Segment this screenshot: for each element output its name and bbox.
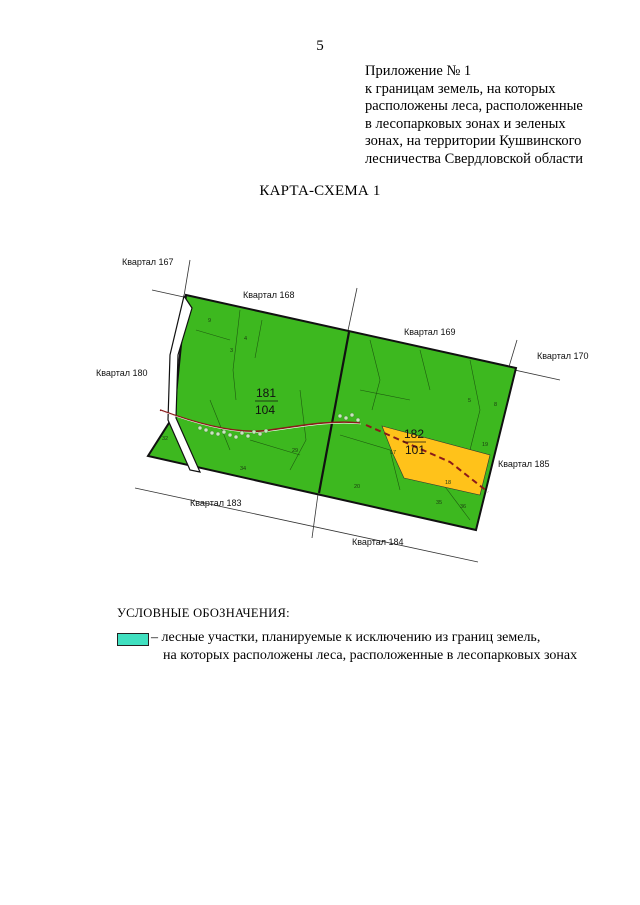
appendix-line: Приложение № 1 xyxy=(365,63,472,79)
section-number: 5 xyxy=(468,398,472,404)
quarter-label-168: Квартал 168 xyxy=(243,290,295,300)
parcel-182-top: 182 xyxy=(404,427,425,441)
appendix-header xyxy=(365,63,630,169)
section-number: 4 xyxy=(244,336,248,342)
section-number: 29 xyxy=(292,448,299,454)
section-number: 32 xyxy=(162,436,169,442)
forest-area-main xyxy=(148,295,516,530)
legend-title: УСЛОВНЫЕ ОБОЗНАЧЕНИЯ: xyxy=(117,606,290,620)
page-number: 5 xyxy=(316,38,324,54)
quarter-label-184: Квартал 184 xyxy=(352,537,404,547)
forest-map xyxy=(0,240,640,590)
parcel-181-bottom: 104 xyxy=(255,403,276,417)
quarter-label-169: Квартал 169 xyxy=(404,327,456,337)
appendix-line: лесничества Свердловской области xyxy=(365,150,583,167)
quarter-label-170: Квартал 170 xyxy=(537,351,589,361)
appendix-line: расположены леса, расположенные xyxy=(365,98,583,115)
section-number: 34 xyxy=(240,466,247,472)
section-number: 17 xyxy=(390,450,397,456)
section-number: 35 xyxy=(436,500,443,506)
quarter-label-180: Квартал 180 xyxy=(96,368,148,378)
section-number: 8 xyxy=(494,402,498,408)
section-number: 3 xyxy=(230,348,234,354)
section-number: 20 xyxy=(354,484,361,490)
quarter-label-183: Квартал 183 xyxy=(190,498,242,508)
appendix-line: в лесопарковых зонах и зеленых xyxy=(365,115,566,132)
map-title: КАРТА-СХЕМА 1 xyxy=(259,183,381,199)
section-number: 36 xyxy=(460,504,467,510)
appendix-line: к границам земель, на которых xyxy=(365,80,556,97)
quarter-label-167: Квартал 167 xyxy=(122,257,174,267)
legend-swatch xyxy=(117,633,149,646)
parcel-181-top: 181 xyxy=(256,386,277,400)
section-number: 9 xyxy=(208,318,212,324)
legend-text-line2: на которых расположены леса, расположенные в лесопарковых зонах xyxy=(163,648,578,663)
legend-text-line1: – лесные участки, планируемые к исключению из границ земель, xyxy=(151,630,541,645)
section-number: 18 xyxy=(445,480,452,486)
appendix-line: зонах, на территории Кушвинского xyxy=(365,133,582,150)
quarter-label-185: Квартал 185 xyxy=(498,459,550,469)
section-number: 19 xyxy=(482,442,489,448)
parcel-182-bottom: 101 xyxy=(405,443,426,457)
